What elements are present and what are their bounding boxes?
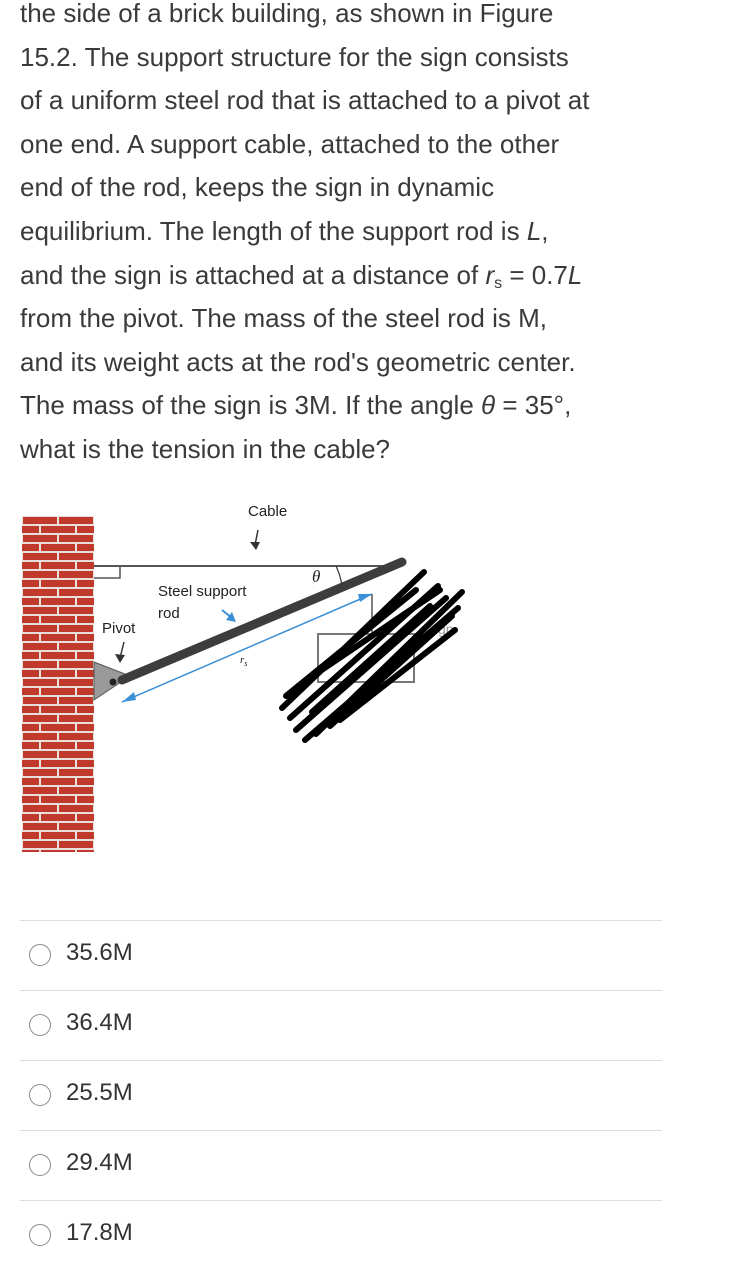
sign-support-figure: [0, 490, 500, 860]
radio-button[interactable]: [29, 1224, 51, 1246]
question-line: 15.2. The support structure for the sign consists: [20, 41, 569, 72]
right-angle-marker: [94, 566, 120, 578]
question-line: from the pivot. The mass of the steel rod is M,: [20, 303, 547, 334]
question-line: equilibrium. The length of the support rod is L,: [20, 215, 549, 246]
question-text: [20, 0, 680, 472]
answer-option[interactable]: [20, 1130, 662, 1200]
answer-option[interactable]: [20, 1200, 662, 1270]
pivot-label: Pivot: [102, 620, 136, 637]
rs-arrowhead-left: [122, 692, 136, 702]
radio-button[interactable]: [29, 1014, 51, 1036]
radio-button[interactable]: [29, 944, 51, 966]
var-r: r: [485, 259, 495, 290]
rod-label-2: rod: [158, 605, 180, 622]
brick-wall: [22, 516, 94, 852]
rs-arrowhead-right: [358, 594, 372, 602]
sign-label-fragment: gn: [438, 621, 454, 637]
answer-label: 35.6M: [66, 939, 133, 966]
sub-s: s: [494, 274, 503, 292]
question-line: one end. A support cable, attached to the other: [20, 128, 560, 159]
theta-arc: [336, 566, 342, 586]
answer-option[interactable]: [20, 920, 662, 990]
radio-button[interactable]: [29, 1084, 51, 1106]
answer-option[interactable]: [20, 990, 662, 1060]
answer-label: 25.5M: [66, 1079, 133, 1106]
answer-option[interactable]: [20, 1060, 662, 1130]
pivot-arrowhead: [115, 654, 125, 663]
question-line: end of the rod, keeps the sign in dynamic: [20, 172, 495, 203]
rs-label: $r_s$: [240, 654, 248, 668]
theta-label: θ: [312, 567, 321, 586]
var-L: L: [526, 215, 542, 246]
question-line: of a uniform steel rod that is attached to a pivot at: [20, 85, 590, 116]
radio-button[interactable]: [29, 1154, 51, 1176]
cable-label: Cable: [248, 503, 288, 520]
question-line: what is the tension in the cable?: [20, 433, 391, 464]
question-line: and the sign is attached at a distance of $r_s = 0.7L$: [20, 259, 583, 292]
question-line: The mass of the sign is 3M. If the angle θ = 35°,: [20, 390, 572, 421]
cable-arrowhead: [250, 542, 260, 550]
answer-label: 36.4M: [66, 1009, 133, 1036]
pivot-pin: [110, 679, 117, 686]
rod-label: Steel support: [158, 583, 247, 600]
question-line: and its weight acts at the rod's geometric center.: [20, 346, 576, 377]
var-theta: θ: [481, 390, 496, 421]
answer-label: 17.8M: [66, 1219, 133, 1246]
answer-label: 29.4M: [66, 1149, 133, 1176]
answer-options: [20, 920, 662, 1270]
question-line: the side of a brick building, as shown in Figure: [20, 0, 554, 28]
